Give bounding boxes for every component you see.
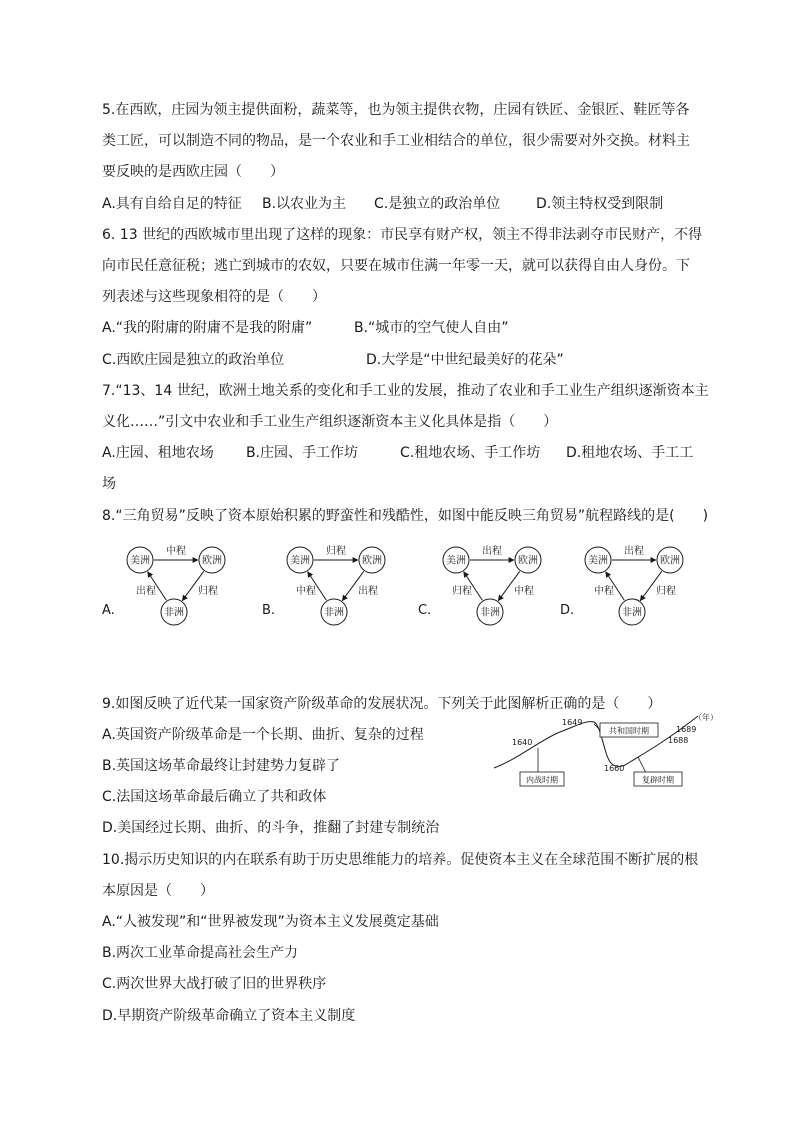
q8-diagram-option-a[interactable] [102,544,225,625]
edge-label-right: 归程 [656,586,676,597]
q9-stem-line1: 9.如图反映了近代某一国家资产阶级革命的发展状况。下列关于此图解析正确的是（ ） [102,696,662,712]
q6-stem-line2: 向市民任意征税；逃亡到城市的农奴，只要在城市住满一年零一天，就可以获得自由人身份。下 [102,258,690,274]
q6-stem-line3: 列表述与这些现象相符的是（ ） [102,289,326,305]
q7-option-d-continued: 场 [102,476,116,492]
edge-label-right: 出程 [358,586,378,597]
q5-stem-line1: 5.在西欧，庄园为领主提供面粉，蔬菜等，也为领主提供衣物，庄园有铁匠、金银匠、鞋匠等各 [102,102,690,118]
edge-label-top: 出程 [482,546,502,557]
q9-option-a[interactable]: A.英国资产阶级革命是一个长期、曲折、复杂的过程 [102,727,424,743]
year-1649: 1649 [562,718,583,727]
year-1640: 1640 [512,738,533,747]
q8-diagram-option-d[interactable] [560,544,683,625]
q8-stem-line1: 8.“三角贸易”反映了资本原始积累的野蛮性和残酷性，如图中能反映三角贸易”航程路线的是( ) [102,508,709,524]
q8-option-letter: B. [262,603,276,618]
year-1660: 1660 [604,764,625,773]
node-europe-label: 欧洲 [518,555,538,567]
q8-option-letter: D. [560,603,575,618]
restoration-pointer [638,757,646,773]
q6-stem-line1: 6. 13 世纪的西欧城市里出现了这样的现象：市民享有财产权，领主不得非法剥夺市民财产，不得 [102,227,703,243]
q8-option-letter: A. [102,603,115,618]
node-africa-label: 非洲 [164,607,184,619]
edge-label-right: 中程 [514,586,534,597]
year-1688: 1688 [668,736,689,745]
year-unit-label: （年） [694,713,718,722]
q10-option-b[interactable]: B.两次工业革命提高社会生产力 [102,945,299,961]
label-civil-war: 内战时期 [526,775,558,785]
q5-stem-line3: 要反映的是西欧庄园（ ） [102,164,284,180]
edge-label-left: 出程 [136,586,156,597]
q5-option-b[interactable]: B.以农业为主 [262,196,347,212]
q5-option-d[interactable]: D.领主特权受到限制 [536,196,664,212]
q7-option-c[interactable]: C.租地农场、手工作坊 [400,445,541,461]
edge-label-top: 出程 [624,546,644,557]
node-europe-label: 欧洲 [362,555,382,567]
node-europe-label: 欧洲 [660,555,680,567]
label-restoration: 复辟时期 [642,775,674,785]
q5-stem-line2: 类工匠，可以制造不同的物品，是一个农业和手工业相结合的单位，很少需要对外交换。材料主 [102,133,690,149]
q8-diagram-row [0,530,794,630]
q8-option-letter: C. [418,603,432,618]
node-africa-label: 非洲 [480,607,500,619]
node-america-label: 美洲 [446,555,466,567]
node-europe-label: 欧洲 [202,555,222,567]
q9-option-b[interactable]: B.英国这场革命最终让封建势力复辟了 [102,758,341,774]
edge-label-top: 中程 [166,546,186,557]
q8-diagram-option-b[interactable] [262,544,385,625]
node-africa-label: 非洲 [622,607,642,619]
q9-option-c[interactable]: C.法国这场革命最后确立了共和政体 [102,789,327,805]
edge-label-left: 中程 [594,586,614,597]
q10-stem-line1: 10.揭示历史知识的内在联系有助于历史思维能力的培养。促使资本主义在全球范围不断扩展的根 [102,852,699,868]
q7-stem-line1: 7.“13、14 世纪，欧洲土地关系的变化和手工业的发展，推动了农业和手工业生产组织逐渐资本主 [102,383,709,399]
q5-option-c[interactable]: C.是独立的政治单位 [374,196,501,212]
node-africa-label: 非洲 [324,607,344,619]
q6-option-d[interactable]: D.大学是“中世纪最美好的花朵” [366,352,564,368]
q10-option-d[interactable]: D.早期资产阶级革命确立了资本主义制度 [102,1008,356,1024]
q5-option-a[interactable]: A.具有自给自足的特征 [102,196,242,212]
year-1689: 1689 [676,725,697,734]
edge-label-right: 归程 [198,586,218,597]
q7-option-b[interactable]: B.庄园、手工作坊 [246,445,359,461]
node-america-label: 美洲 [588,555,608,567]
q6-option-b[interactable]: B.“城市的空气使人自由” [354,320,509,336]
q7-option-a[interactable]: A.庄园、租地农场 [102,445,214,461]
q10-option-c[interactable]: C.两次世界大战打破了旧的世界秩序 [102,976,327,992]
q8-diagram-option-c[interactable] [418,544,541,625]
q6-option-c[interactable]: C.西欧庄园是独立的政治单位 [102,352,285,368]
q7-option-d[interactable]: D.租地农场、手工工 [566,445,694,461]
node-america-label: 美洲 [130,555,150,567]
edge-label-left: 归程 [452,586,472,597]
q9-revolution-timeline-figure [490,710,730,790]
q10-option-a[interactable]: A.“人被发现”和“世界被发现”为资本主义发展奠定基础 [102,914,439,930]
q6-option-a[interactable]: A.“我的附庸的附庸不是我的附庸” [102,320,313,336]
q9-option-d[interactable]: D.美国经过长期、曲折、的斗争，推翻了封建专制统治 [102,820,440,836]
label-commonwealth: 共和国时期 [609,726,649,736]
q7-stem-line2: 义化……”引文中农业和手工业生产组织逐渐资本主义化具体是指（ ） [102,414,558,430]
edge-label-top: 归程 [326,546,346,557]
q10-stem-line2: 本原因是（ ） [102,883,214,899]
node-america-label: 美洲 [290,555,310,567]
edge-label-left: 中程 [296,586,316,597]
